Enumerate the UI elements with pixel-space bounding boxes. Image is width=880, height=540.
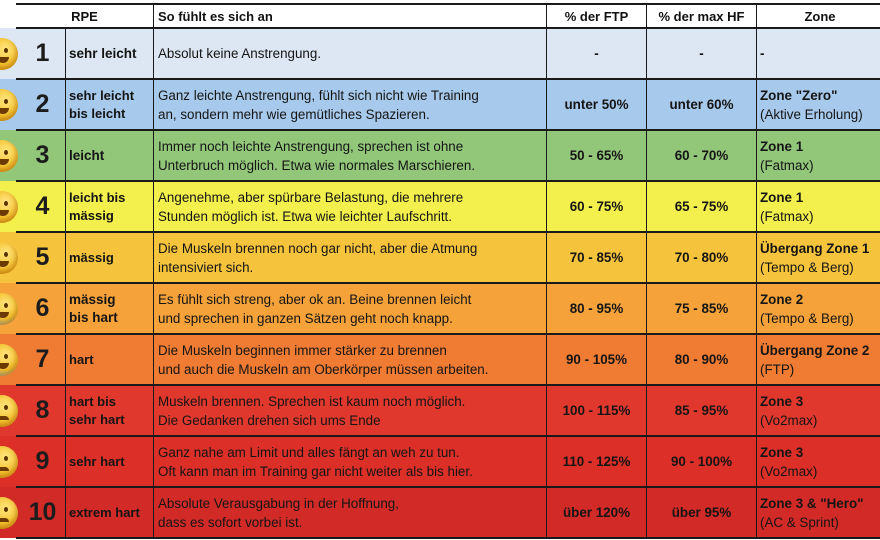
emoji-cell (0, 181, 22, 232)
rpe-level: 5 (20, 232, 66, 283)
laughing-emoji-icon (0, 38, 18, 70)
zone-name: Zone 3 (760, 444, 804, 460)
zone-detail: (Fatmax) (760, 157, 814, 173)
ftp-range: über 120% (547, 487, 647, 538)
header-rpe: RPE (16, 4, 154, 28)
header-description: So fühlt es sich an (154, 4, 547, 28)
table-row (0, 181, 880, 232)
ftp-range: 80 - 95% (547, 283, 647, 334)
rpe-level: 4 (20, 181, 66, 232)
rpe-level: 2 (20, 79, 66, 130)
table-row (0, 487, 880, 538)
zone-detail: (Vo2max) (760, 412, 818, 428)
row-divider (16, 78, 880, 80)
zone-name: Zone 1 (760, 138, 804, 154)
header-hf: % der max HF (647, 4, 757, 28)
rpe-label: hart bis sehr hart (66, 385, 154, 436)
rpe-description: Die Muskeln beginnen immer stärker zu brennen und auch die Muskeln am Oberkörper müssen arbeiten. (154, 334, 547, 385)
zone-detail: (Tempo & Berg) (760, 310, 854, 326)
hf-range: 60 - 70% (647, 130, 757, 181)
zone-name: Zone "Zero" (760, 87, 838, 103)
zone-detail: (Fatmax) (760, 208, 814, 224)
hf-range: 85 - 95% (647, 385, 757, 436)
ftp-range: 60 - 75% (547, 181, 647, 232)
rpe-label: hart (66, 334, 154, 385)
zone-name: - (760, 46, 765, 61)
hf-range: 90 - 100% (647, 436, 757, 487)
ftp-range: 90 - 105% (547, 334, 647, 385)
emoji-cell (0, 334, 22, 385)
rpe-level: 7 (20, 334, 66, 385)
sweating-emoji-icon (0, 344, 18, 376)
emoji-cell (0, 232, 22, 283)
rpe-description: Immer noch leichte Anstrengung, sprechen ist ohne Unterbruch möglich. Etwa wie normales Marschieren. (154, 130, 547, 181)
hf-range: 75 - 85% (647, 283, 757, 334)
rpe-label: sehr leicht (66, 28, 154, 79)
table-row (0, 334, 880, 385)
rpe-level: 6 (20, 283, 66, 334)
emoji-cell (0, 130, 22, 181)
zone-name: Zone 2 (760, 291, 804, 307)
grimacing-emoji-icon (0, 446, 18, 478)
zone-name: Übergang Zone 2 (760, 342, 870, 358)
table-row (0, 232, 880, 283)
hf-range: - (647, 28, 757, 79)
zone-cell (757, 487, 880, 538)
header-zone: Zone (804, 8, 836, 24)
rpe-label: mässig (66, 232, 154, 283)
sweating-emoji-icon (0, 293, 18, 325)
table-row (0, 385, 880, 436)
ftp-range: unter 50% (547, 79, 647, 130)
rpe-description: Es fühlt sich streng, aber ok an. Beine brennen leicht und sprechen in ganzen Sätzen geht noch knapp. (154, 283, 547, 334)
table-row (0, 436, 880, 487)
ftp-range: 100 - 115% (547, 385, 647, 436)
row-divider (16, 435, 880, 437)
row-divider (16, 486, 880, 488)
row-divider (16, 384, 880, 386)
zone-cell (757, 232, 880, 283)
table-row (0, 130, 880, 181)
zone-name: Zone 3 & "Hero" (760, 495, 864, 511)
header-ftp: % der FTP (547, 4, 647, 28)
hf-range: über 95% (647, 487, 757, 538)
hf-range: 70 - 80% (647, 232, 757, 283)
table-row (0, 28, 880, 79)
rpe-description: Die Muskeln brennen noch gar nicht, aber die Atmung intensiviert sich. (154, 232, 547, 283)
rpe-level: 3 (20, 130, 66, 181)
tired-emoji-icon (0, 497, 18, 529)
rpe-level: 8 (20, 385, 66, 436)
zone-detail: (AC & Sprint) (760, 514, 839, 530)
emoji-cell (0, 79, 22, 130)
rpe-label: leicht (66, 130, 154, 181)
top-border (16, 3, 880, 5)
rpe-description: Absolute Verausgabung in der Hoffnung, dass es sofort vorbei ist. (154, 487, 547, 538)
zone-name: Übergang Zone 1 (760, 240, 870, 256)
zone-cell (757, 283, 880, 334)
row-divider (16, 129, 880, 131)
emoji-cell (0, 28, 22, 79)
table-row (0, 283, 880, 334)
zone-detail: (Vo2max) (760, 463, 818, 479)
ftp-range: - (547, 28, 647, 79)
rpe-description: Absolut keine Anstrengung. (154, 28, 547, 79)
emoji-cell (0, 385, 22, 436)
zone-cell (757, 334, 880, 385)
zone-name: Zone 1 (760, 189, 804, 205)
rpe-level: 10 (20, 487, 66, 538)
rpe-level: 9 (20, 436, 66, 487)
ftp-range: 110 - 125% (547, 436, 647, 487)
table-row (0, 79, 880, 130)
zone-detail: (FTP) (760, 361, 795, 377)
rpe-label: leicht bis mässig (66, 181, 154, 232)
laughing-emoji-icon (0, 89, 18, 121)
row-divider (16, 231, 880, 233)
zone-cell (757, 181, 880, 232)
row-divider (16, 282, 880, 284)
zone-name: Zone 3 (760, 393, 804, 409)
ftp-range: 70 - 85% (547, 232, 647, 283)
rpe-label: extrem hart (66, 487, 154, 538)
row-divider (16, 180, 880, 182)
zone-cell (757, 385, 880, 436)
rpe-label: sehr hart (66, 436, 154, 487)
emoji-cell (0, 487, 22, 538)
rpe-description: Muskeln brennen. Sprechen ist kaum noch möglich. Die Gedanken drehen sich ums Ende (154, 385, 547, 436)
emoji-cell (0, 283, 22, 334)
zone-cell (757, 28, 880, 79)
rpe-description: Ganz nahe am Limit und alles fängt an weh zu tun. Oft kann man im Training gar nicht weiter als bis hier. (154, 436, 547, 487)
rpe-level: 1 (20, 28, 66, 79)
row-divider (16, 333, 880, 335)
emoji-cell (0, 436, 22, 487)
zone-cell (757, 436, 880, 487)
hf-range: unter 60% (647, 79, 757, 130)
smiling-emoji-icon (0, 191, 18, 223)
grimacing-emoji-icon (0, 395, 18, 427)
ftp-range: 50 - 65% (547, 130, 647, 181)
rpe-label: sehr leicht bis leicht (66, 79, 154, 130)
row-divider (16, 537, 880, 539)
zone-detail: (Tempo & Berg) (760, 259, 854, 275)
row-divider (16, 27, 880, 29)
table-header (0, 4, 880, 28)
rpe-label: mässig bis hart (66, 283, 154, 334)
zone-cell (757, 130, 880, 181)
zone-cell (757, 79, 880, 130)
hf-range: 65 - 75% (647, 181, 757, 232)
rpe-description: Angenehme, aber spürbare Belastung, die mehrere Stunden möglich ist. Etwa wie leichter Laufschritt. (154, 181, 547, 232)
hf-range: 80 - 90% (647, 334, 757, 385)
rpe-description: Ganz leichte Anstrengung, fühlt sich nicht wie Training an, sondern mehr wie gemütliches Spazieren. (154, 79, 547, 130)
grinning-emoji-icon (0, 140, 18, 172)
zone-detail: (Aktive Erholung) (760, 106, 863, 122)
smiling-emoji-icon (0, 242, 18, 274)
